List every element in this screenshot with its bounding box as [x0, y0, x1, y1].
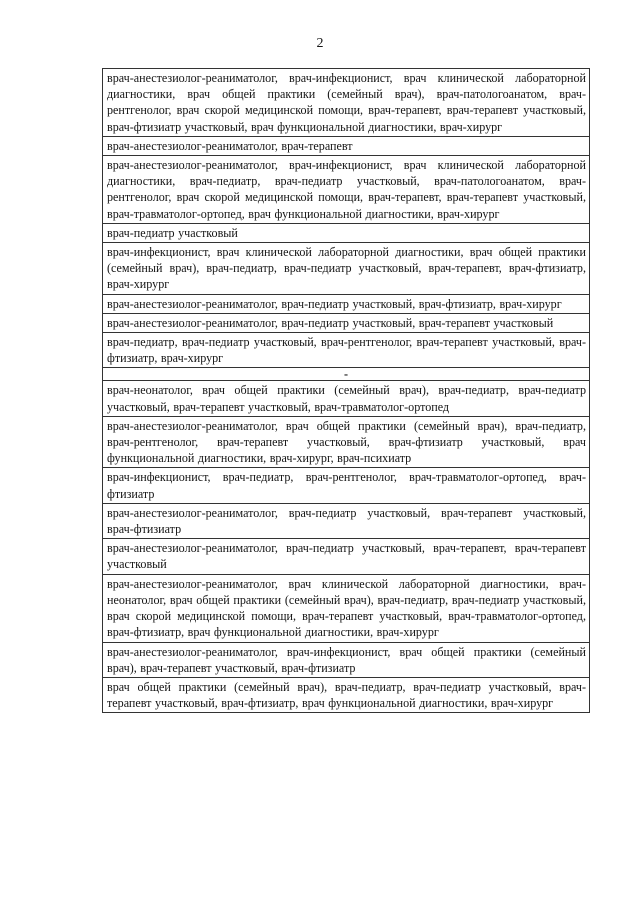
page-number: 2: [316, 36, 324, 51]
table-cell: врач-анестезиолог-реаниматолог, врач клинической лабораторной диагностики, врач-неонатолог, врач общей практики (семейный врач), врач-педиатр, врач-педиатр участковый, врач скорой медицинской помощи, врач-терапевт участковый, врач-травматолог-ортопед, врач-фтизиатр, врач функциональной диагностики, врач-хирург: [103, 574, 590, 642]
table-cell: врач-анестезиолог-реаниматолог, врач-педиатр участковый, врач-терапевт участковый, врач-фтизиатр: [103, 503, 590, 538]
table-row: [103, 468, 590, 503]
table-row: [103, 677, 590, 712]
table-row: [103, 294, 590, 313]
table-cell-dash: -: [103, 368, 590, 381]
table-cell: врач-инфекционист, врач клинической лабораторной диагностики, врач общей практики (семейный врач), врач-педиатр, врач-педиатр участковый, врач-терапевт, врач-фтизиатр, врач-хирург: [103, 243, 590, 295]
table-cell: врач-анестезиолог-реаниматолог, врач-инфекционист, врач клинической лабораторной диагностики, врач-педиатр, врач-педиатр участковый, врач-патологоанатом, врач-рентгенолог, врач скорой медицинской помощи, врач-терапевт, врач-терапевт участковый, врач-травматолог-ортопед, врач функциональной диагностики, врач-хирург: [103, 156, 590, 224]
table-row: [103, 313, 590, 332]
table-row: [103, 416, 590, 468]
table-cell: врач общей практики (семейный врач), врач-педиатр, врач-педиатр участковый, врач-терапевт участковый, врач-фтизиатр, врач функциональной диагностики, врач-хирург: [103, 677, 590, 712]
table-row: [103, 156, 590, 224]
table-cell: врач-анестезиолог-реаниматолог, врач-терапевт: [103, 136, 590, 155]
table-cell: врач-анестезиолог-реаниматолог, врач-инфекционист, врач общей практики (семейный врач), врач-терапевт участковый, врач-фтизиатр: [103, 642, 590, 677]
table-cell: врач-инфекционист, врач-педиатр, врач-рентгенолог, врач-травматолог-ортопед, врач-фтизиатр: [103, 468, 590, 503]
table-cell: врач-педиатр, врач-педиатр участковый, врач-рентгенолог, врач-терапевт участковый, врач-фтизиатр, врач-хирург: [103, 333, 590, 368]
table-cell: врач-анестезиолог-реаниматолог, врач общей практики (семейный врач), врач-педиатр, врач-рентгенолог, врач-терапевт участковый, врач-фтизиатр участковый, врач функциональной диагностики, врач-хирург, врач-психиатр: [103, 416, 590, 468]
table-row: [103, 368, 590, 381]
table-cell: врач-анестезиолог-реаниматолог, врач-инфекционист, врач клинической лабораторной диагностики, врач общей практики (семейный врач), врач-патологоанатом, врач-рентгенолог, врач скорой медицинской помощи, врач-терапевт, врач-терапевт участковый, врач-фтизиатр участковый, врач функциональной диагностики, врач-хирург: [103, 69, 590, 137]
table-row: [103, 69, 590, 137]
table-row: [103, 223, 590, 242]
table-row: [103, 574, 590, 642]
table-cell: врач-анестезиолог-реаниматолог, врач-педиатр участковый, врач-терапевт участковый: [103, 313, 590, 332]
table-row: [103, 243, 590, 295]
table-cell: врач-анестезиолог-реаниматолог, врач-педиатр участковый, врач-фтизиатр, врач-хирург: [103, 294, 590, 313]
table-row: [103, 539, 590, 574]
table-cell: врач-неонатолог, врач общей практики (семейный врач), врач-педиатр, врач-педиатр участковый, врач-терапевт участковый, врач-травматолог-ортопед: [103, 381, 590, 416]
table-row: [103, 642, 590, 677]
table-row: [103, 503, 590, 538]
table-cell: врач-педиатр участковый: [103, 223, 590, 242]
specialists-table: [102, 68, 590, 713]
table-cell: врач-анестезиолог-реаниматолог, врач-педиатр участковый, врач-терапевт, врач-терапевт участковый: [103, 539, 590, 574]
table-row: [103, 136, 590, 155]
table-row: [103, 333, 590, 368]
table-row: [103, 381, 590, 416]
